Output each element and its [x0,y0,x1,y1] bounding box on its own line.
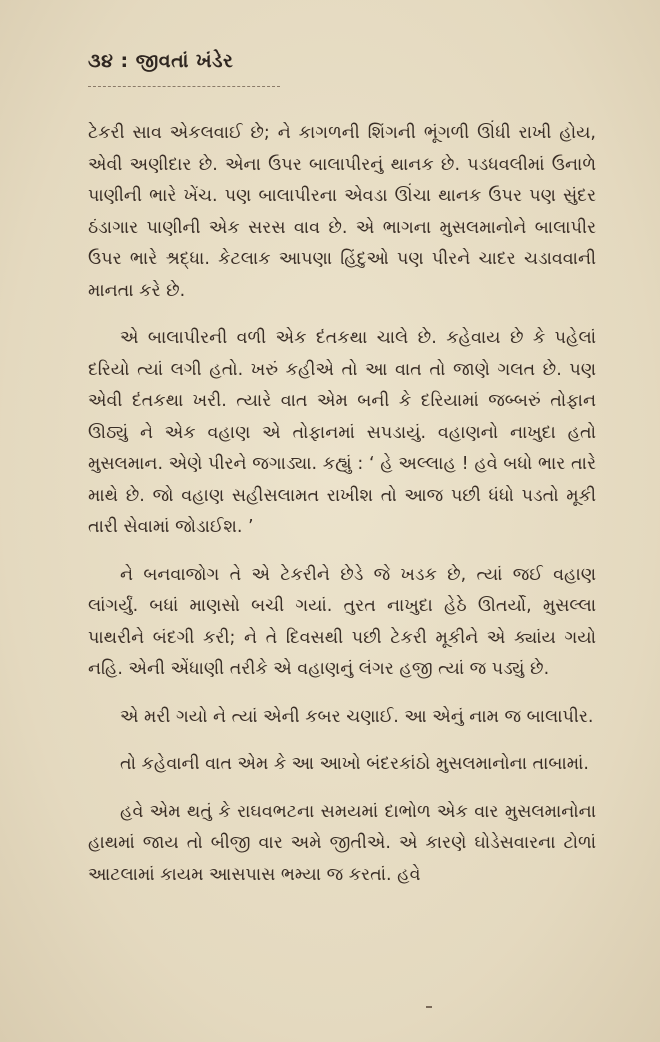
paragraph-3: ને બનવાજોગ તે એ ટેકરીને છેડે જે ખડક છે, ત્યાં જઈ વહાણ લાંગર્યું. બધાં માણસો બચી ગયાં. તુરત નાખુદા હેઠે ઊતર્યો, મુસલ્લા પાથરીને બંદગી કરી; ને તે દિવસથી પછી ટેકરી મૂકીને એ ક્યાંય ગયો નહિ. એની એંધાણી તરીકે એ વહાણનું લંગર હજી ત્યાં જ પડ્યું છે. [88,564,596,679]
paragraph-1: ટેકરી સાવ એકલવાઈ છે; ને કાગળની શિંગની ભૂંગળી ઊંધી રાખી હોય, એવી અણીદાર છે. એના ઉપર બાલાપીરનું થાનક છે. પડધવલીમાં ઉનાળે પાણીની ભારે ખેંચ. પણ બાલાપીરના એવડા ઊંચા થાનક ઉપર પણ સુંદર ઠંડાગાર પાણીની એક સરસ વાવ છે. એ ભાગના મુસલમાનોને બાલાપીર ઉપર ભારે શ્રદ્ધા. કેટલાક આપણા હિંદુઓ પણ પીરને ચાદર ચડાવવાની માનતા કરે છે. [88,123,596,301]
footer-mark [426,1006,432,1008]
paragraph-5: તો કહેવાની વાત એમ કે આ આખો બંદરકાંઠો મુસલમાનોના તાબામાં. [120,754,589,774]
running-head: ૩૪ : જીવતાં ખંડેર [88,50,234,72]
header-rule [88,86,280,87]
paragraph-2: એ બાલાપીરની વળી એક દંતકથા ચાલે છે. કહેવાય છે કે પહેલાં દરિયો ત્યાં લગી હતો. ખરું કહીએ તો આ વાત તો જાણે ગલત છે. પણ એવી દંતકથા ખરી. ત્યારે વાત એમ બની કે દરિયામાં જબ્બરું તોફાન ઊઠ્યું ને એક વહાણ એ તોફાનમાં સપડાયું. વહાણનો નાખુદા હતો મુસલમાન. એણે પીરને જગાડ્યા. કહ્યું : ‘ હે અલ્લાહ ! હવે બધો ભાર તારે માથે છે. જો વહાણ સહીસલામત રાખીશ તો આજ પછી ધંધો પડતો મૂકી તારી સેવામાં જોડાઈશ. ’ [88,328,596,537]
body-text [88,118,596,891]
paragraph-4: એ મરી ગયો ને ત્યાં એની કબર ચણાઈ. આ એનું નામ જ બાલાપીર. [120,706,594,727]
paragraph-6: હવે એમ થતું કે રાઘવભટના સમયમાં દાભોળ એક વાર મુસલમાનોના હાથમાં જાય તો બીજી વાર અમે જીતીએ. એ કારણે ઘોડેસવારના ટોળાં આટલામાં કાયમ આસપાસ ભમ્યા જ કરતાં. હવે [88,801,596,885]
